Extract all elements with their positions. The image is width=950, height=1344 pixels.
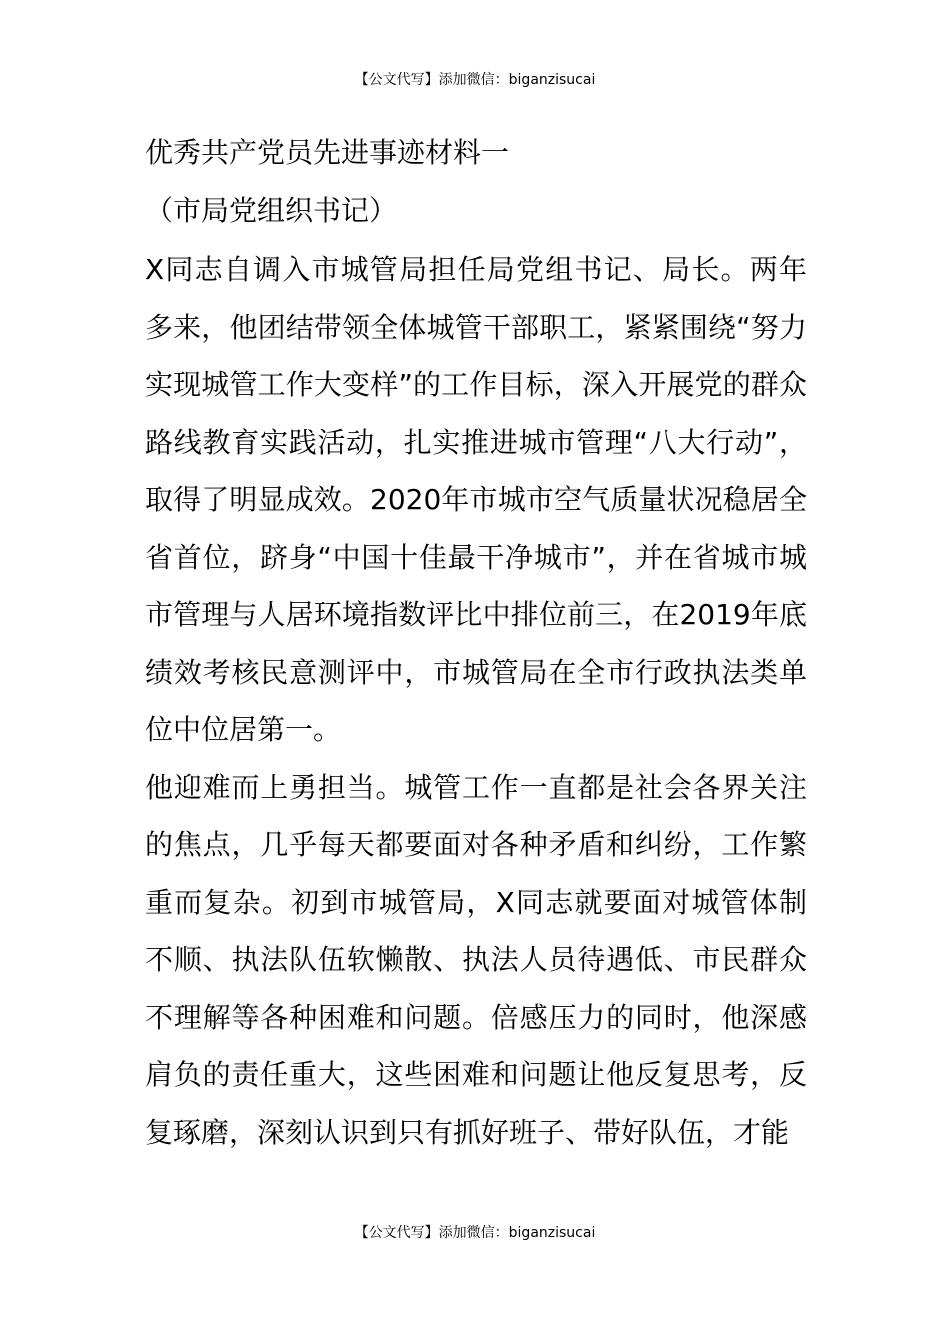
document-body [145, 124, 807, 1161]
paragraph-2: 他迎难而上勇担当。城管工作一直都是社会各界关注的焦点，几乎每天都要面对各种矛盾和纠纷，工作繁重而复杂。初到市城管局，X同志就要面对城管体制不顺、执法队伍软懒散、执法人员待遇低、市民群众不理解等各种困难和问题。倍感压力的同时，他深感肩负的责任重大，这些困难和问题让他反复思考，反复琢磨，深刻认识到只有抓好班子、带好队伍，才能 [145, 770, 807, 1149]
page-footer: 【公文代写】添加微信：biganzisucai [354, 1225, 596, 1241]
page-header: 【公文代写】添加微信：biganzisucai [354, 72, 596, 88]
document-title: 优秀共产党员先进事迹材料一 [145, 136, 510, 169]
document-subtitle: （市局党组织书记） [145, 193, 398, 227]
paragraph-1: X同志自调入市城管局担任局党组书记、局长。两年多来，他团结带领全体城管干部职工，紧紧围绕“努力实现城管工作大变样”的工作目标，深入开展党的群众路线教育实践活动，扎实推进城市管理“八大行动”，取得了明显成效。2020年市城市空气质量状况稳居全省首位，跻身“中国十佳最干净城市”，并在省城市城市管理与人居环境指数评比中排位前三，在2019年底绩效考核民意测评中，市城管局在全市行政执法类单位中位居第一。 [145, 253, 807, 746]
